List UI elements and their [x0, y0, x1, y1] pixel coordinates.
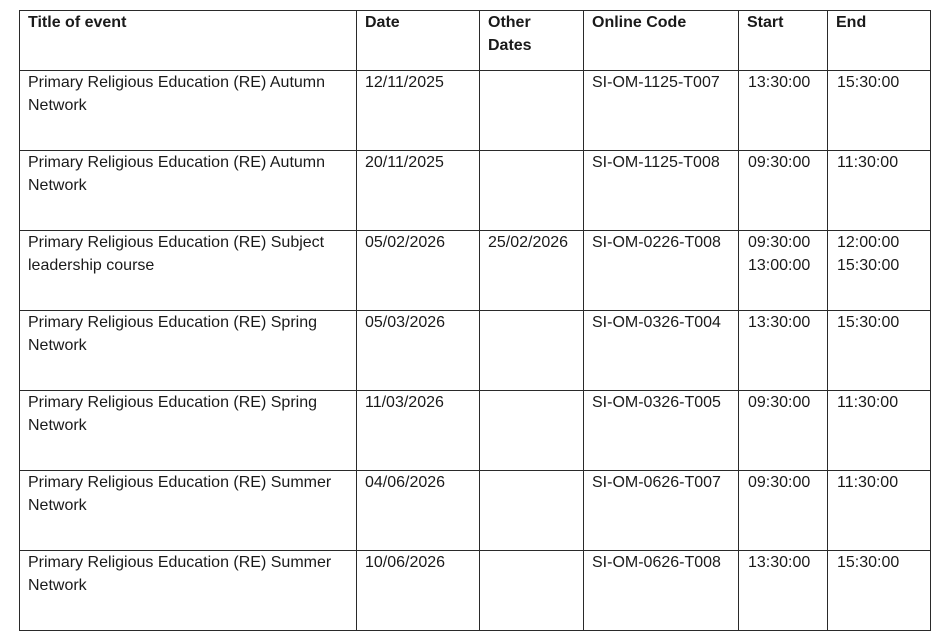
event-date-cell: 11/03/2026: [357, 391, 480, 471]
event-date-cell: 05/03/2026: [357, 311, 480, 391]
start-time-cell: [739, 151, 828, 231]
table-row: [20, 151, 931, 231]
online-code-cell: SI-OM-0326-T005: [584, 391, 739, 471]
online-code-cell: SI-OM-1125-T008: [584, 151, 739, 231]
event-title-cell: Primary Religious Education (RE) Spring Network: [20, 391, 357, 471]
online-code-cell: SI-OM-0226-T008: [584, 231, 739, 311]
start-time: 09:30:00: [748, 394, 811, 411]
other-dates-cell: [480, 311, 584, 391]
event-title-cell: Primary Religious Education (RE) Summer Network: [20, 551, 357, 631]
online-code-cell: SI-OM-0626-T007: [584, 471, 739, 551]
start-time: 09:30:00: [748, 154, 811, 171]
table-row: [20, 311, 931, 391]
header-start: Start: [739, 11, 828, 71]
end-time: 15:30:00: [837, 256, 900, 274]
end-time: 11:30:00: [837, 154, 899, 171]
start-time: 13:30:00: [748, 74, 811, 91]
start-time: 09:30:00: [748, 234, 811, 251]
events-table: [19, 10, 931, 631]
table-row: [20, 71, 931, 151]
table-body: [20, 71, 931, 631]
other-dates-cell: [480, 551, 584, 631]
end-time-cell: [828, 151, 931, 231]
end-time: 11:30:00: [837, 394, 899, 411]
start-time: 13:30:00: [748, 554, 811, 571]
event-title-cell: Primary Religious Education (RE) Autumn Network: [20, 71, 357, 151]
end-time: 11:30:00: [837, 474, 899, 491]
start-time-cell: [739, 231, 828, 311]
event-title-cell: Primary Religious Education (RE) Autumn Network: [20, 151, 357, 231]
event-title-cell: Primary Religious Education (RE) Subject leadership course: [20, 231, 357, 311]
end-time-cell: [828, 71, 931, 151]
table-row: [20, 231, 931, 311]
end-time-cell: [828, 231, 931, 311]
start-time-cell: [739, 551, 828, 631]
end-time-cell: [828, 551, 931, 631]
start-time-cell: [739, 391, 828, 471]
event-title-cell: Primary Religious Education (RE) Summer Network: [20, 471, 357, 551]
header-end: End: [828, 11, 931, 71]
event-date-cell: 10/06/2026: [357, 551, 480, 631]
header-title-of-event: Title of event: [20, 11, 357, 71]
other-dates-cell: 25/02/2026: [480, 231, 584, 311]
start-time: 09:30:00: [748, 474, 811, 491]
end-time: 15:30:00: [837, 314, 900, 331]
event-date-cell: 04/06/2026: [357, 471, 480, 551]
start-time: 13:00:00: [748, 256, 811, 274]
header-other-dates: Other Dates: [480, 11, 584, 71]
online-code-cell: SI-OM-0326-T004: [584, 311, 739, 391]
table-header: [20, 11, 931, 71]
end-time-cell: [828, 391, 931, 471]
end-time: 15:30:00: [837, 554, 900, 571]
other-dates-cell: [480, 471, 584, 551]
event-date-cell: 12/11/2025: [357, 71, 480, 151]
header-date: Date: [357, 11, 480, 71]
end-time-cell: [828, 311, 931, 391]
table-row: [20, 391, 931, 471]
online-code-cell: SI-OM-0626-T008: [584, 551, 739, 631]
event-date-cell: 20/11/2025: [357, 151, 480, 231]
header-row: [20, 11, 931, 71]
end-time-cell: [828, 471, 931, 551]
start-time-cell: [739, 71, 828, 151]
event-date-cell: 05/02/2026: [357, 231, 480, 311]
other-dates-cell: [480, 391, 584, 471]
end-time: 15:30:00: [837, 74, 900, 91]
table-row: [20, 471, 931, 551]
header-online-code: Online Code: [584, 11, 739, 71]
online-code-cell: SI-OM-1125-T007: [584, 71, 739, 151]
start-time-cell: [739, 471, 828, 551]
start-time-cell: [739, 311, 828, 391]
start-time: 13:30:00: [748, 314, 811, 331]
other-dates-cell: [480, 71, 584, 151]
table-row: [20, 551, 931, 631]
end-time: 12:00:00: [837, 234, 900, 251]
other-dates-cell: [480, 151, 584, 231]
event-title-cell: Primary Religious Education (RE) Spring Network: [20, 311, 357, 391]
